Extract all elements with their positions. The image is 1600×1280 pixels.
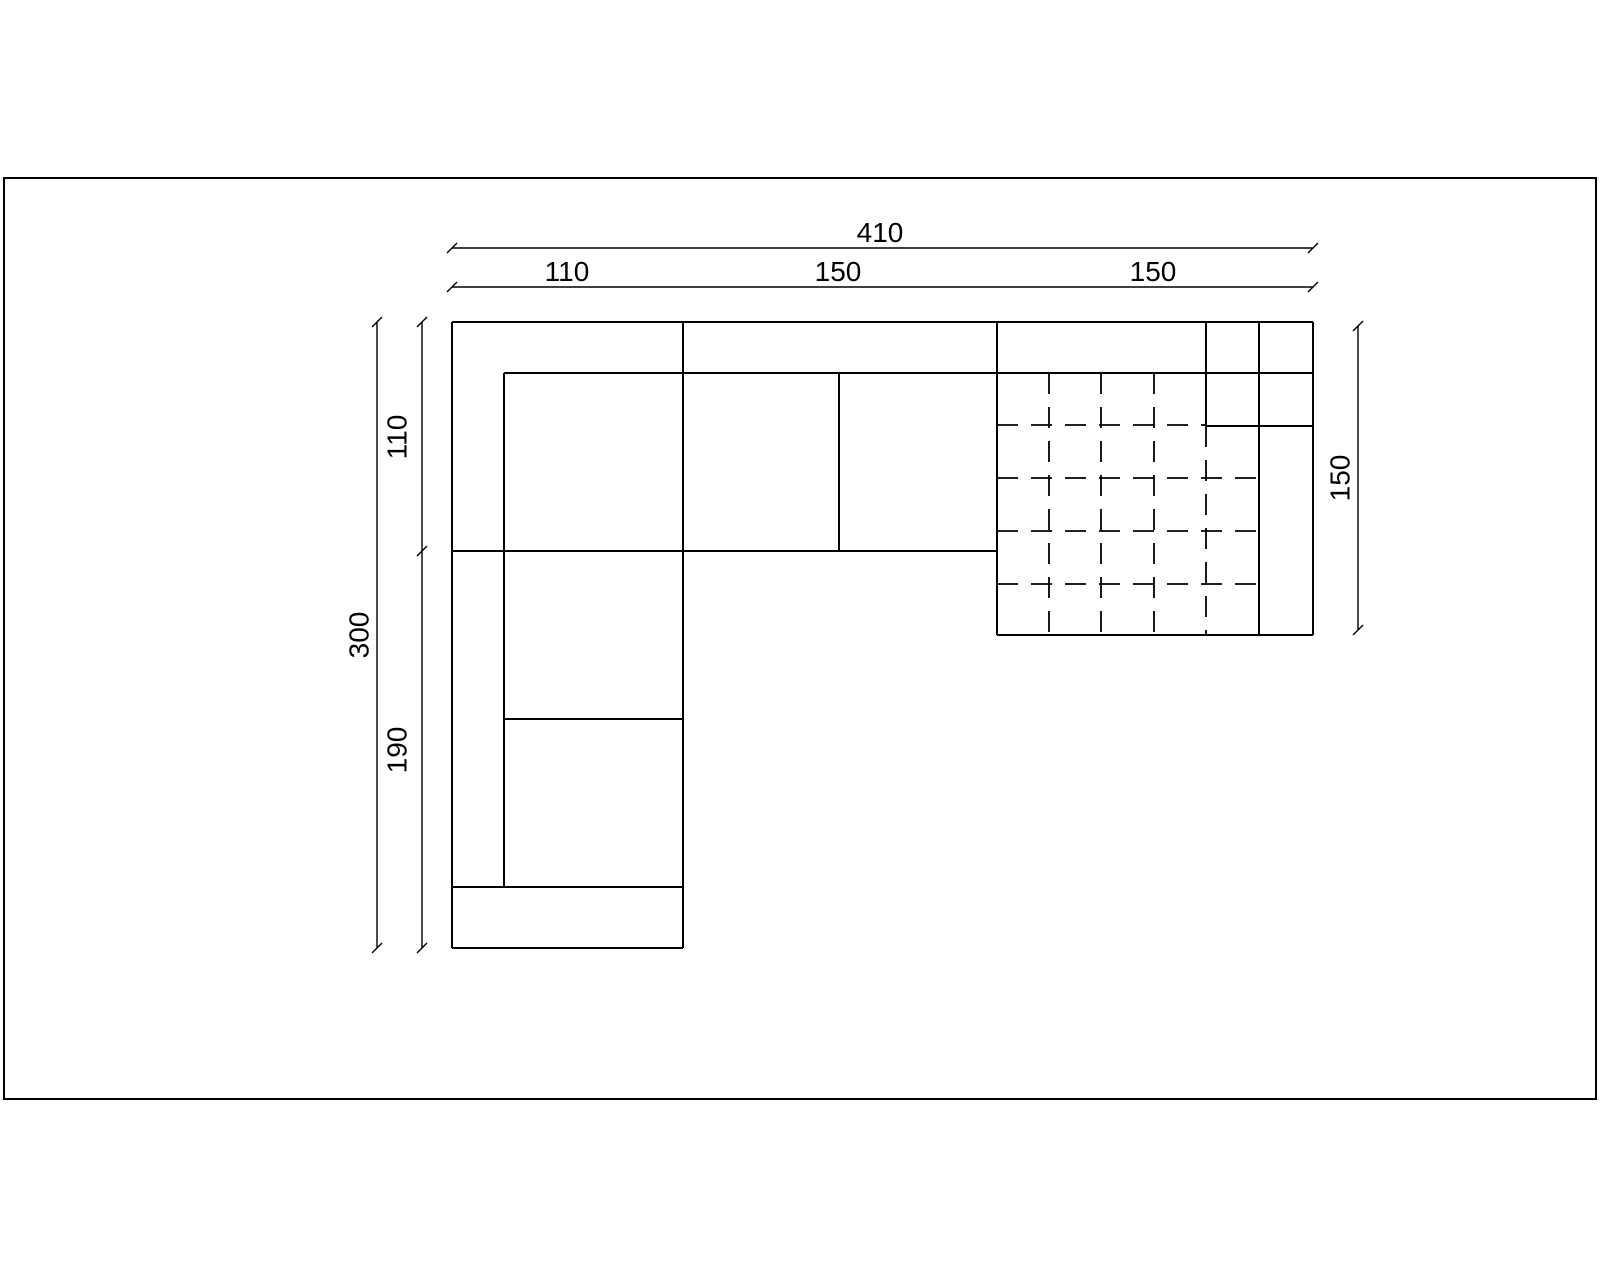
dimension-label: 150 — [1324, 454, 1356, 502]
dimension-label: 300 — [343, 611, 375, 659]
dimension-label: 150 — [814, 256, 862, 287]
dimension-label: 150 — [1129, 256, 1177, 287]
dimension-label: 110 — [544, 256, 590, 287]
dimension-label: 410 — [856, 217, 904, 248]
dimension-label: 110 — [381, 414, 413, 460]
sheet-border — [4, 178, 1596, 1099]
dimension-label: 190 — [381, 726, 413, 774]
